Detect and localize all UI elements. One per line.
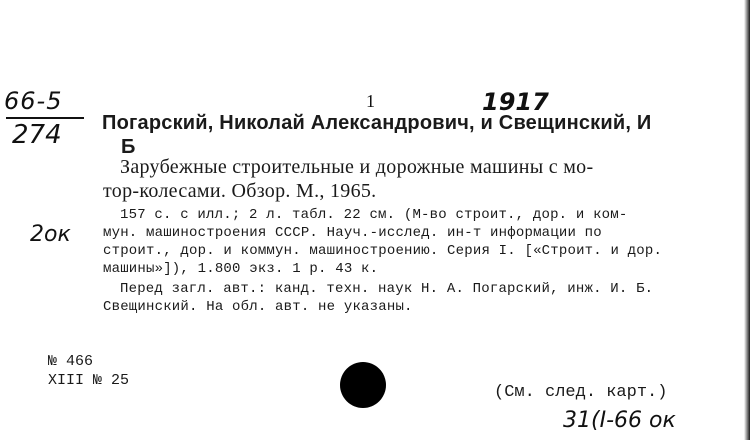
date-handwritten: 31(I-66 ок [563,408,676,433]
serial-number: № 466 [48,353,94,370]
punch-hole [340,362,386,408]
note-line-1: Перед загл. авт.: канд. техн. наук Н. А. Погарский, инж. И. Б. [120,281,654,297]
call-number-bottom: 274 [12,120,62,150]
collation-line-2: мун. машиностроения СССР. Науч.-исслед. ин-т информации по [103,225,602,241]
card-edge [744,0,750,440]
collation-line-3: строит., дор. и коммун. машиностроению. Серия I. [«Строит. и дор. [103,243,663,259]
author-heading-continued: Б [121,136,136,158]
year-handwritten: 1917 [482,88,549,116]
author-heading: Погарский, Николай Александрович, и Свещинский, И [102,112,652,134]
call-number-divider [6,117,84,119]
call-number-top: 66-5 [4,87,63,115]
continued-note: (См. след. карт.) [494,383,668,402]
margin-note: 2ок [30,222,71,247]
note-line-2: Свещинский. На обл. авт. не указаны. [103,299,413,315]
collation-line-4: машины»]), 1.800 экз. 1 р. 43 к. [103,261,379,277]
title-line-2: тор-колесами. Обзор. М., 1965. [103,180,377,202]
collation-line-1: 157 с. с илл.; 2 л. табл. 22 см. (М-во строит., дор. и ком- [120,207,628,223]
series-number: XIII № 25 [48,372,130,389]
card-number: 1 [366,91,375,111]
title-line-1: Зарубежные строительные и дорожные машины с мо- [120,156,594,178]
